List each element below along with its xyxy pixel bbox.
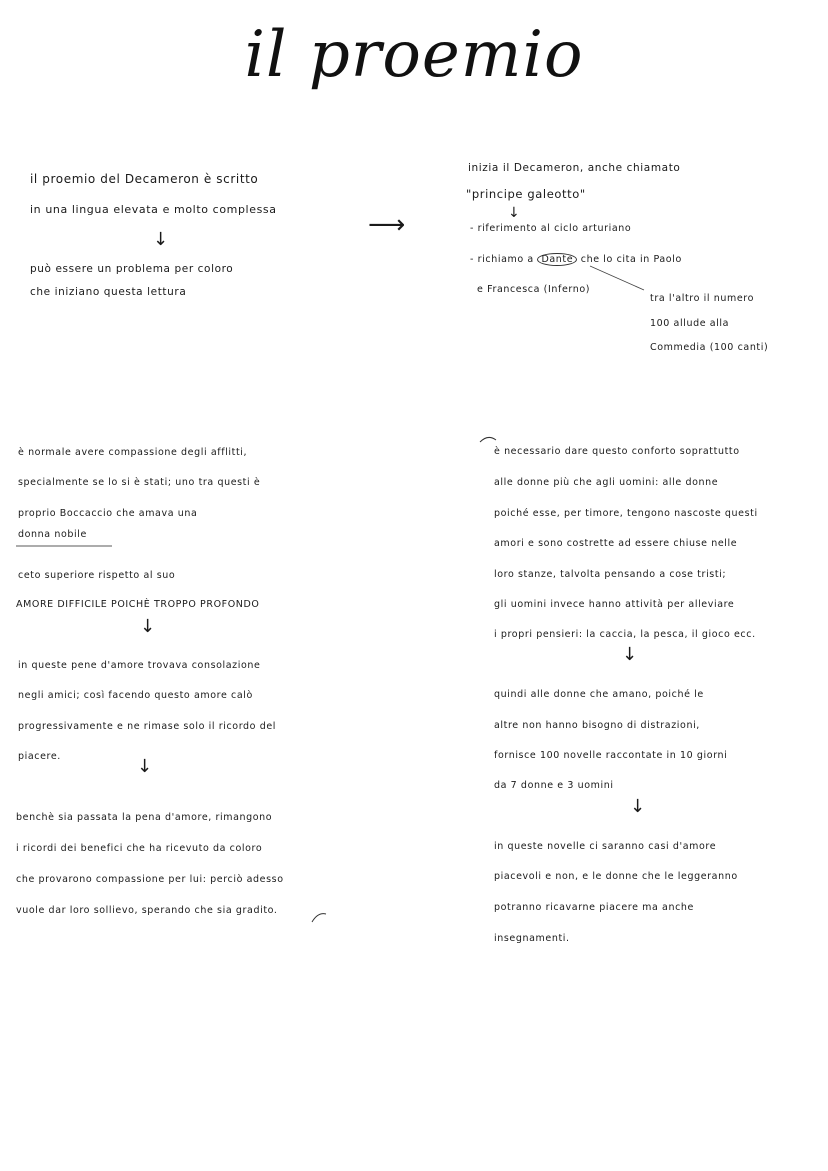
- dante-pointer-line: [590, 266, 644, 290]
- block4-line7: i propri pensieri: la caccia, la pesca, il gioco ecc.: [494, 629, 756, 640]
- block2-line4-post: che lo cita in Paolo: [580, 254, 682, 265]
- block4-line13: piacevoli e non, e le donne che le leggeranno: [494, 871, 738, 882]
- block1-line1: il proemio del Decameron è scritto: [30, 172, 259, 186]
- block3-line14: vuole dar loro sollievo, sperando che sia gradito.: [16, 905, 278, 916]
- block2-note1: tra l'altro il numero: [650, 293, 754, 304]
- block4-line12: in queste novelle ci saranno casi d'amore: [494, 841, 717, 852]
- block3-line11: benchè sia passata la pena d'amore, rimangono: [16, 812, 273, 823]
- block4-line2: alle donne più che agli uomini: alle donne: [494, 477, 719, 488]
- down-arrow-icon: ↓: [137, 756, 153, 777]
- down-arrow-icon: ↓: [153, 229, 169, 250]
- down-arrow-icon: ↓: [622, 644, 638, 665]
- down-arrow-icon: ↓: [140, 616, 156, 637]
- block3-line9: progressivamente e ne rimase solo il ricordo del: [18, 721, 277, 732]
- block4-line10: fornisce 100 novelle raccontate in 10 giorni: [494, 750, 728, 761]
- block2-line2: "principe galeotto": [466, 187, 586, 201]
- block3-line6: AMORE DIFFICILE POICHÈ TROPPO PROFONDO: [16, 599, 260, 610]
- block3-line12: i ricordi dei benefici che ha ricevuto da coloro: [16, 843, 263, 854]
- block3-line2: specialmente se lo si è stati; uno tra questi è: [18, 477, 261, 488]
- right-arrow-icon: ⟶: [368, 210, 406, 240]
- block3-line7: in queste pene d'amore trovava consolazione: [18, 660, 261, 671]
- down-arrow-icon: ↓: [508, 205, 520, 221]
- block1-line4: che iniziano questa lettura: [30, 286, 187, 298]
- block2-line4-pre: - richiamo a: [470, 254, 534, 265]
- curved-arrow-icon: [312, 914, 326, 922]
- block3-line10: piacere.: [18, 751, 61, 762]
- block4-line14: potranno ricavarne piacere ma anche: [494, 902, 694, 913]
- block4-line3: poiché esse, per timore, tengono nascoste questi: [494, 508, 758, 519]
- block3-line1: è normale avere compassione degli afflitti,: [18, 447, 248, 458]
- block3-line5: ceto superiore rispetto al suo: [18, 570, 176, 581]
- block3-line13: che provarono compassione per lui: perciò adesso: [16, 874, 284, 885]
- curved-arrow-icon: [480, 437, 496, 442]
- block4-line5: loro stanze, talvolta pensando a cose tristi;: [494, 569, 727, 580]
- block4-line6: gli uomini invece hanno attività per alleviare: [494, 599, 735, 610]
- block2-line3: - riferimento al ciclo arturiano: [470, 223, 632, 234]
- block2-note2: 100 allude alla: [650, 318, 730, 329]
- block3-line4: donna nobile: [18, 529, 87, 540]
- block4-line8: quindi alle donne che amano, poiché le: [494, 689, 704, 700]
- block4-line1: è necessario dare questo conforto soprattutto: [494, 446, 740, 457]
- block3-line8: negli amici; così facendo questo amore calò: [18, 690, 253, 701]
- page-title: il proemio: [244, 18, 584, 92]
- block4-line9: altre non hanno bisogno di distrazioni,: [494, 720, 700, 731]
- block3-line3: proprio Boccaccio che amava una: [18, 508, 198, 519]
- dante-circled: Dante: [537, 253, 577, 266]
- down-arrow-icon: ↓: [630, 796, 646, 817]
- block2-line1: inizia il Decameron, anche chiamato: [468, 162, 681, 174]
- block4-line11: da 7 donne e 3 uomini: [494, 780, 614, 791]
- block4-line15: insegnamenti.: [494, 933, 570, 944]
- block4-line4: amori e sono costrette ad essere chiuse nelle: [494, 538, 738, 549]
- block2-line5: e Francesca (Inferno): [477, 284, 591, 295]
- block1-line2: in una lingua elevata e molto complessa: [30, 203, 277, 216]
- block2-note3: Commedia (100 canti): [650, 342, 769, 353]
- block1-line3: può essere un problema per coloro: [30, 263, 234, 275]
